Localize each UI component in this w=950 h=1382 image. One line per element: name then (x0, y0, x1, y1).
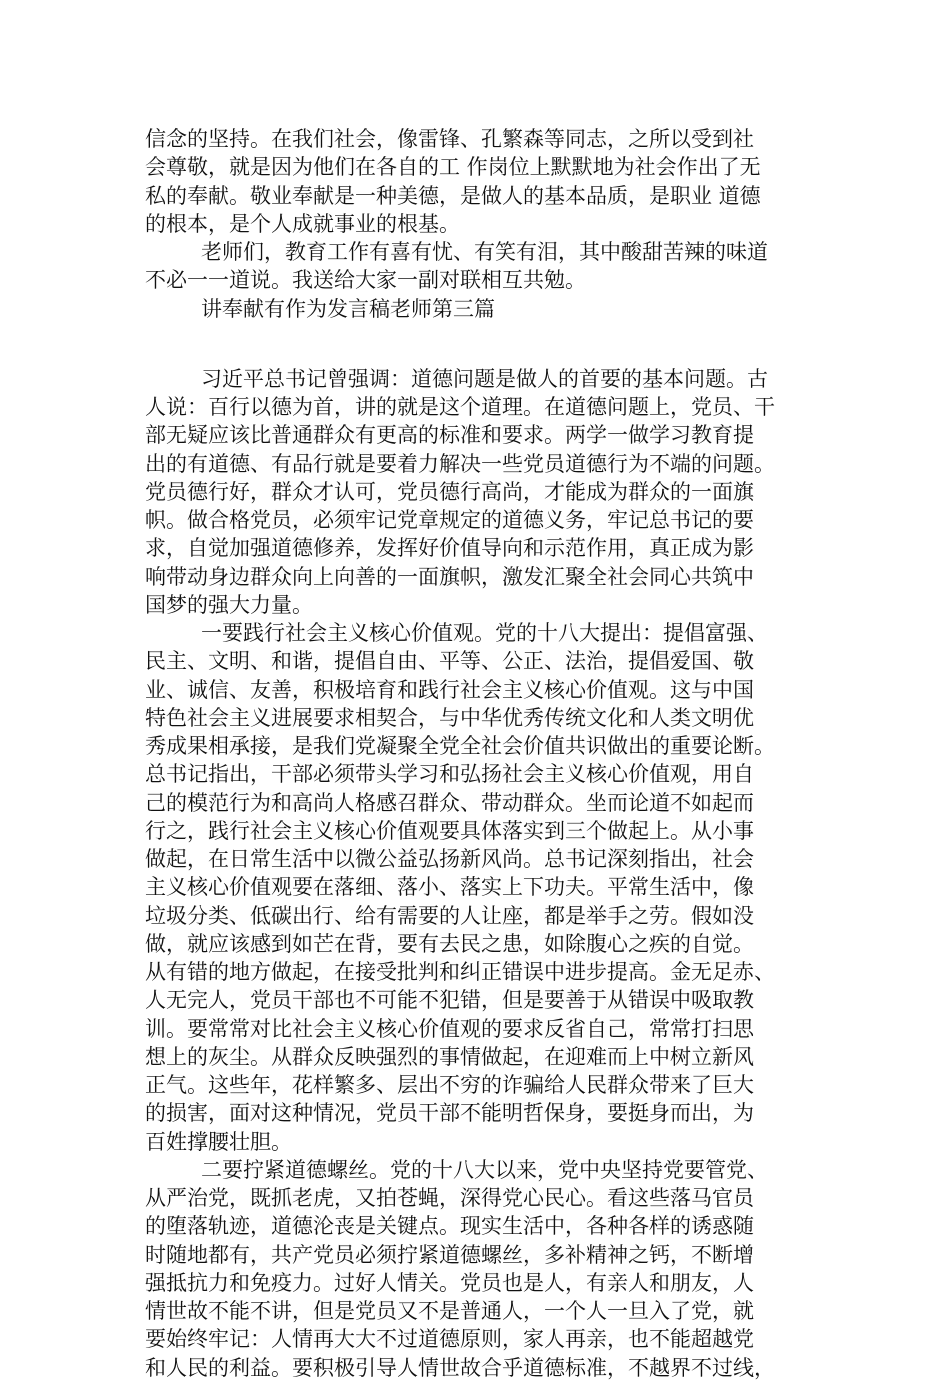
text-line: 训。要常常对比社会主义核心价值观的要求反省自己，常常打扫思 (145, 1017, 754, 1041)
text-line: 想上的灰尘。从群众反映强烈的事情做起，在迎难而上中树立新风 (145, 1045, 754, 1069)
text-line: 老师们，教育工作有喜有忧、有笑有泪，其中酸甜苦辣的味道 (201, 240, 768, 264)
text-line: 信念的坚持。在我们社会，像雷锋、孔繁森等同志，之所以受到社 (145, 127, 754, 151)
text-line: 总书记指出，干部必须带头学习和弘扬社会主义核心价值观，用自 (145, 762, 754, 786)
text-line: 特色社会主义进展要求相契合，与中华优秀传统文化和人类文明优 (145, 706, 754, 730)
text-line: 一要践行社会主义核心价值观。党的十八大提出：提倡富强、 (201, 621, 768, 645)
text-line: 人无完人，党员干部也不可能不犯错，但是要善于从错误中吸取教 (145, 988, 754, 1012)
section-heading: 讲奉献有作为发言稿老师第三篇 (201, 297, 495, 321)
text-line: 垃圾分类、低碳出行、给有需要的人让座，都是举手之劳。假如没 (145, 904, 754, 928)
text-line: 不必一一道说。我送给大家一副对联相互共勉。 (145, 268, 586, 292)
text-line: 和人民的利益。要积极引导人情世故合乎道德标准，不越界不过线， (145, 1356, 775, 1380)
text-line: 人说：百行以德为首，讲的就是这个道理。在道德问题上，党员、干 (145, 395, 775, 419)
text-line: 响带动身边群众向上向善的一面旗帜，激发汇聚全社会同心共筑中 (145, 565, 754, 589)
text-line: 正气。这些年，花样繁多、层出不穷的诈骗给人民群众带来了巨大 (145, 1073, 754, 1097)
text-line: 情世故不能不讲，但是党员又不是普通人，一个人一旦入了党，就 (145, 1299, 754, 1323)
text-line: 业、诚信、友善，积极培育和践行社会主义核心价值观。这与中国 (145, 678, 754, 702)
text-line: 帜。做合格党员，必须牢记党章规定的道德义务，牢记总书记的要 (145, 508, 754, 532)
text-line: 的损害，面对这种情况，党员干部不能明哲保身，要挺身而出，为 (145, 1101, 754, 1125)
text-line: 二要拧紧道德螺丝。党的十八大以来，党中央坚持党要管党、 (201, 1158, 768, 1182)
text-line: 国梦的强大力量。 (145, 593, 313, 617)
text-line: 出的有道德、有品行就是要着力解决一些党员道德行为不端的问题。 (145, 452, 775, 476)
text-line: 党员德行好，群众才认可，党员德行高尚，才能成为群众的一面旗 (145, 480, 754, 504)
text-line: 部无疑应该比普通群众有更高的标准和要求。两学一做学习教育提 (145, 423, 754, 447)
text-line: 的根本，是个人成就事业的根基。 (145, 212, 460, 236)
text-line: 会尊敬，就是因为他们在各自的工 作岗位上默默地为社会作出了无 (145, 155, 761, 179)
text-line: 习近平总书记曾强调：道德问题是做人的首要的基本问题。古 (201, 367, 768, 391)
text-line: 做，就应该感到如芒在背，要有去民之患，如除腹心之疾的自觉。 (145, 932, 754, 956)
text-line: 行之，践行社会主义核心价值观要具体落实到三个做起上。从小事 (145, 819, 754, 843)
text-line: 百姓撑腰壮胆。 (145, 1130, 292, 1154)
text-line: 的堕落轨迹，道德沦丧是关键点。现实生活中，各种各样的诱惑随 (145, 1214, 754, 1238)
text-line: 己的模范行为和高尚人格感召群众、带动群众。坐而论道不如起而 (145, 791, 754, 815)
text-line: 强抵抗力和免疫力。过好人情关。党员也是人，有亲人和朋友，人 (145, 1271, 754, 1295)
text-line: 做起，在日常生活中以微公益弘扬新风尚。总书记深刻指出，社会 (145, 847, 754, 871)
text-line: 主义核心价值观要在落细、落小、落实上下功夫。平常生活中，像 (145, 875, 754, 899)
text-line: 私的奉献。敬业奉献是一种美德，是做人的基本品质，是职业 道德 (145, 184, 761, 208)
text-line: 从有错的地方做起，在接受批判和纠正错误中进步提高。金无足赤、 (145, 960, 775, 984)
text-line: 要始终牢记：人情再大大不过道德原则，家人再亲，也不能超越党 (145, 1327, 754, 1351)
text-line: 求，自觉加强道德修养，发挥好价值导向和示范作用，真正成为影 (145, 536, 754, 560)
text-line: 民主、文明、和谐，提倡自由、平等、公正、法治，提倡爱国、敬 (145, 649, 754, 673)
text-line: 从严治党，既抓老虎，又拍苍蝇，深得党心民心。看这些落马官员 (145, 1186, 754, 1210)
text-line: 秀成果相承接，是我们党凝聚全党全社会价值共识做出的重要论断。 (145, 734, 775, 758)
text-line: 时随地都有，共产党员必须拧紧道德螺丝，多补精神之钙，不断增 (145, 1243, 754, 1267)
